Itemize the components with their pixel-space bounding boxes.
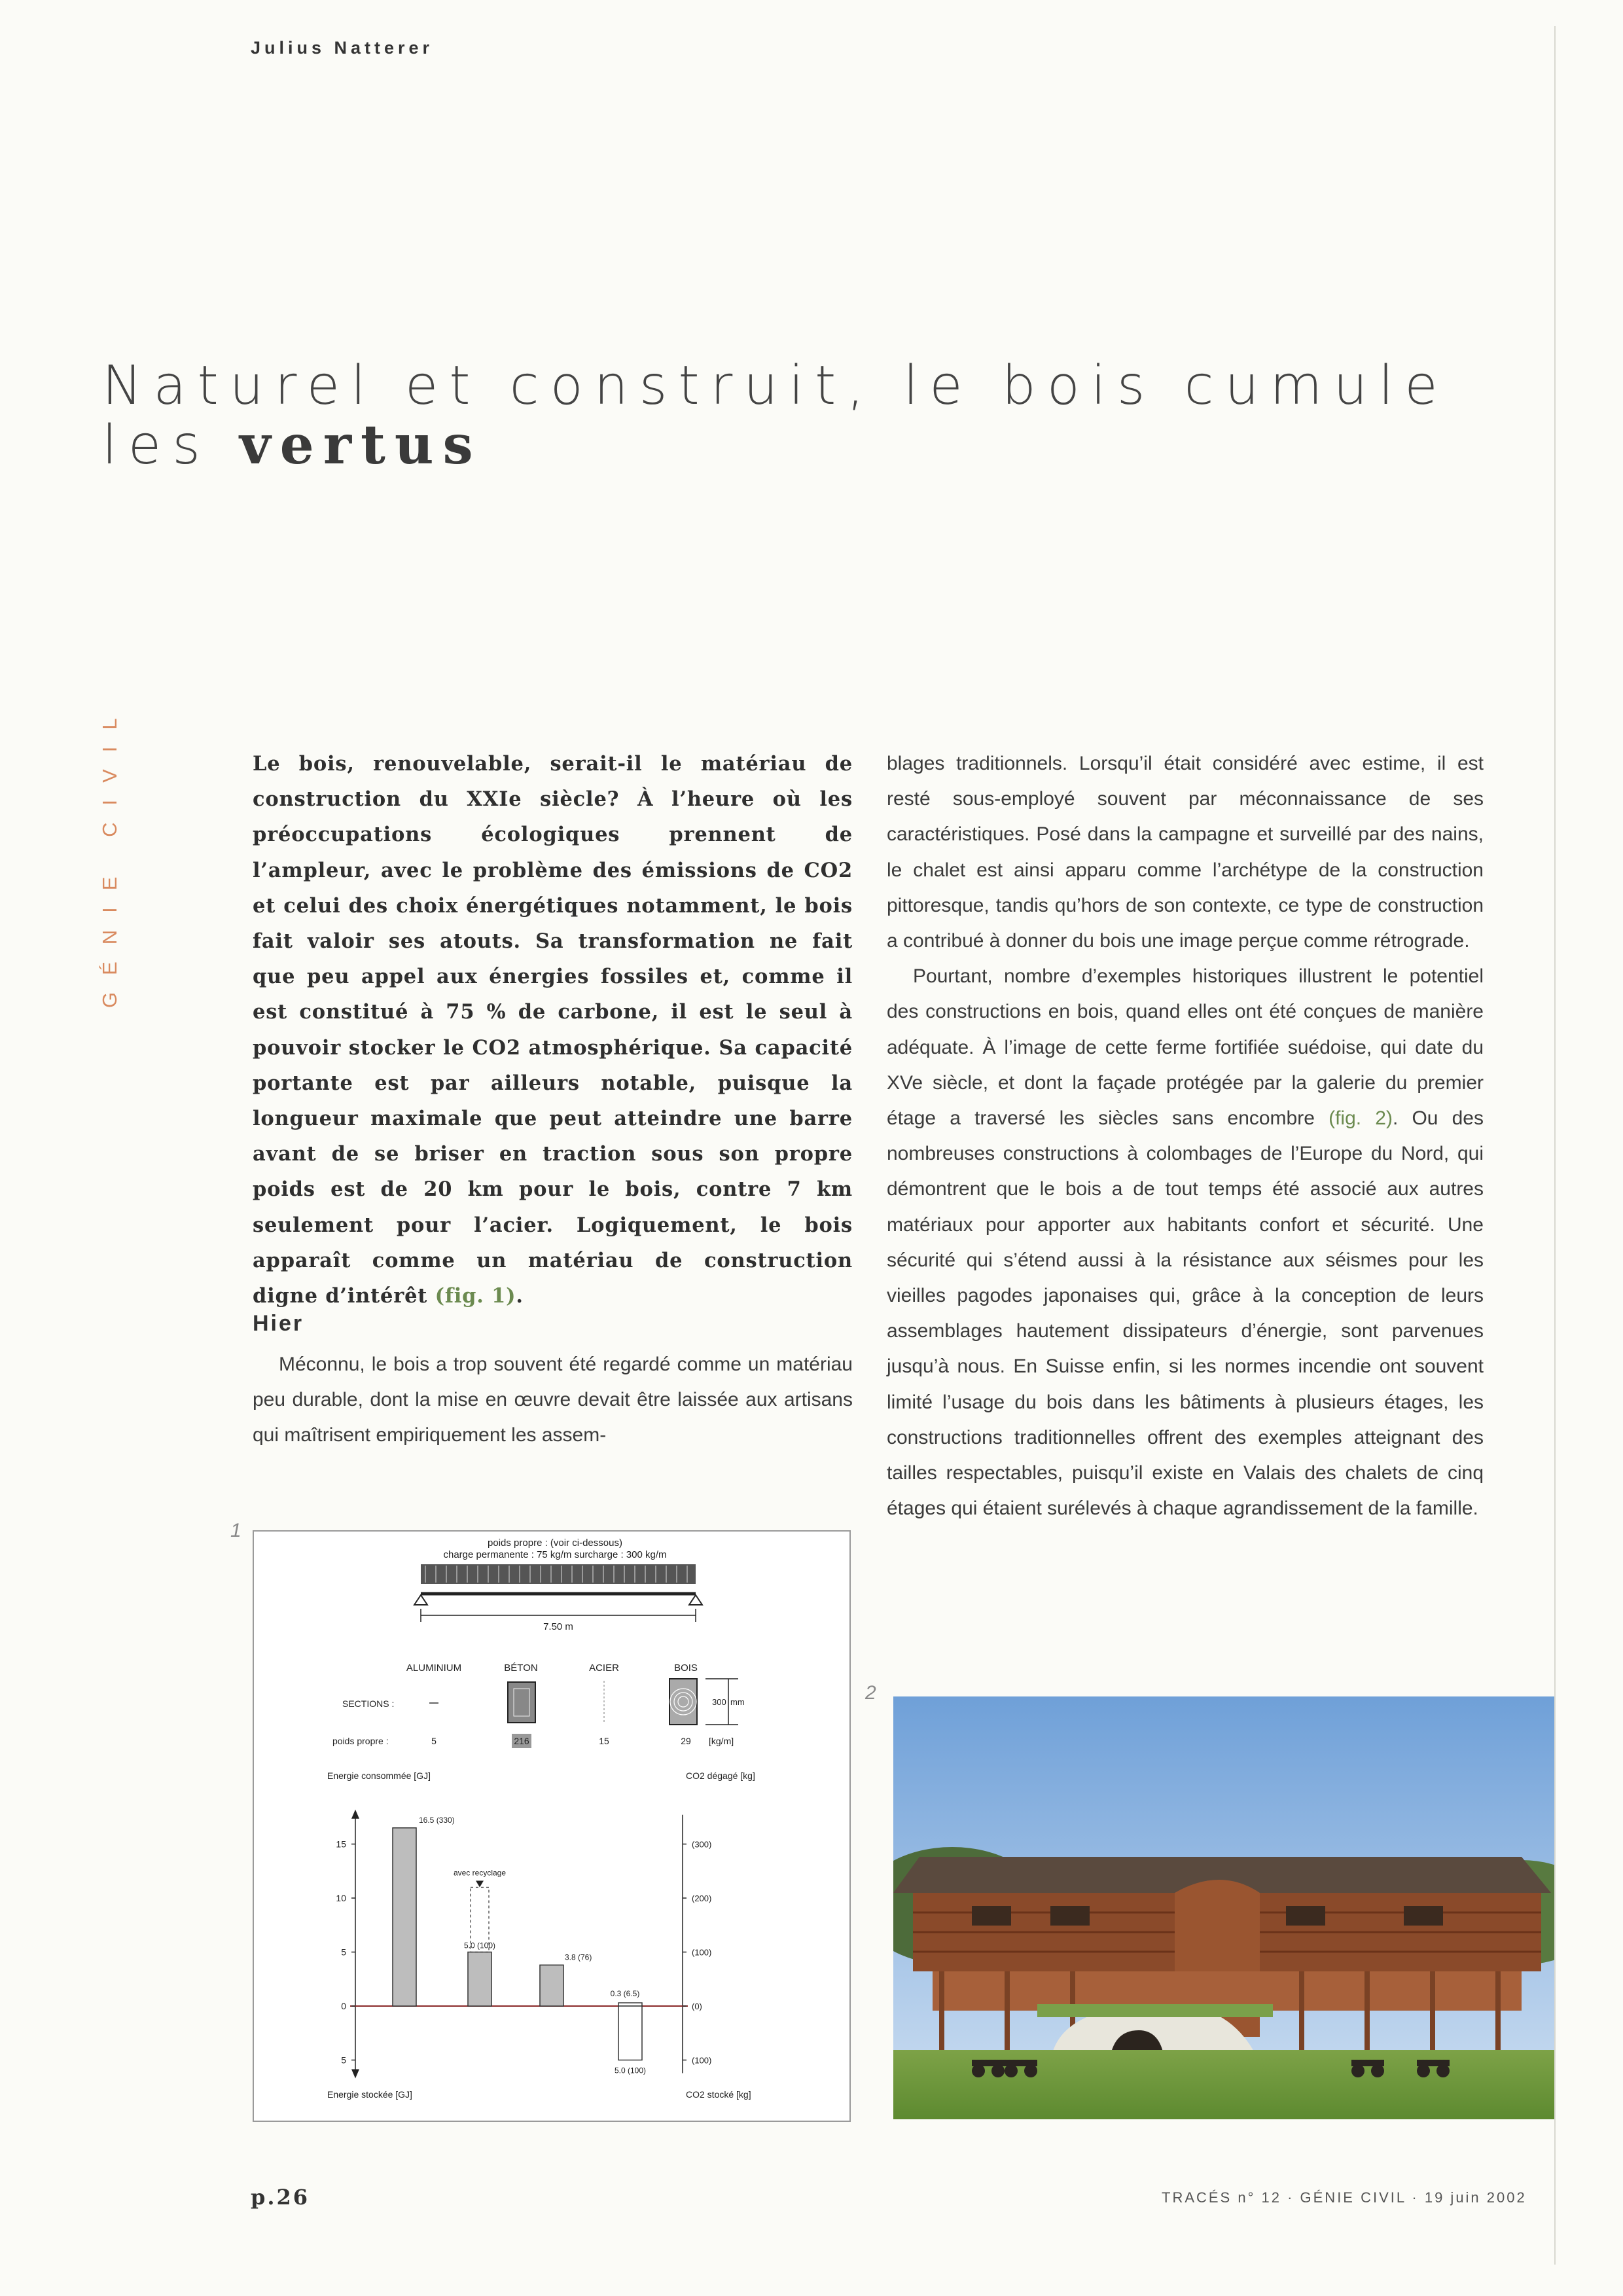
- section-height: 300: [712, 1697, 726, 1707]
- sections-label: SECTIONS :: [342, 1698, 395, 1709]
- col2-paragraph-2: [887, 959, 1484, 1526]
- figure-1-diagram: [253, 1530, 851, 2122]
- section-heading: Hier: [253, 1311, 304, 1336]
- material-beton: BÉTON: [504, 1662, 538, 1674]
- left-tick-label: 15: [336, 1839, 346, 1850]
- co2-stored-label: CO2 stocké [kg]: [686, 2089, 751, 2100]
- article-title: [102, 357, 1449, 475]
- column-2-body: [887, 746, 1484, 1526]
- bar-label-bois-stored: 5.0 (100): [614, 2066, 647, 2075]
- recycling-arrow: [476, 1881, 484, 1888]
- left-tick-label: 5: [341, 1946, 346, 1958]
- page-edge-rule: [1554, 26, 1556, 2265]
- left-tick-label: 5: [341, 2054, 346, 2066]
- right-tick-label: (200): [692, 1893, 712, 1903]
- left-support: [414, 1595, 427, 1605]
- swedish-farm-image: [893, 1696, 1554, 2119]
- material-aluminium: ALUMINIUM: [406, 1662, 462, 1674]
- fig2-reference[interactable]: (fig. 2): [1329, 1107, 1393, 1130]
- bar-energy-stored: [618, 2006, 642, 2060]
- left-tick-label: 0: [341, 2001, 346, 2011]
- section-bois: [669, 1679, 697, 1725]
- lead-text: Le bois, renouvelable, serait-il le matériau de construction du XXIe siècle? À l’heure où les préoccupations écologiques prennent de l’ampleur, avec le problème des émissions de CO2 et celui des choix énergétiques notamment, le bois fait valoir ses atouts. Sa transformation ne fait que peu appel aux énergies fossiles et, comme il est constitué à 75 % de carbone, il est le seul à pouvoir stocker le CO2 atmosphérique. Sa capacité portante est par ailleurs notable, puisque la longueur maximale que peut atteindre une barre avant de se briser en traction sous son propre poids est de 20 km pour le bois, contre 7 km seulement pour l’acier. Logiquement, le bois apparaît comme un matériau de construction digne d’intérêt: [253, 752, 853, 1308]
- col2-p2-text-a: Pourtant, nombre d’exemples historiques illustrent le potentiel des constructions en bois, quand elles ont été conçues de manière adéquate. À l’image de cette ferme fortifiée suédoise, qui date du XVe siècle, et dont la façade protégée par la galerie du premier étage a traversé les siècles sans encombre: [887, 965, 1484, 1130]
- right-tick-label: (0): [692, 2001, 702, 2011]
- hier-paragraph: Méconnu, le bois a trop souvent été regardé comme un matériau peu durable, dont la mise en œuvre devait être laissée aux artisans qui maîtrisent empiriquement les assem-: [253, 1354, 853, 1446]
- left-axis-arrow-down: [351, 2070, 359, 2079]
- right-support: [689, 1595, 702, 1605]
- col2-paragraph-1: blages traditionnels. Lorsqu’il était considéré avec estime, il est resté sous-employé souvent par méconnaissance de ses caractéristiques. Posé dans la campagne et surveillé par des nains, le chalet est ainsi apparu comme l’archétype de la construction pittoresque, tandis qu’hors de son contexte, ce type de construction a contribué à donner du bois une image perçue comme rétrograde.: [887, 753, 1484, 952]
- journal-footer: TRACÉS n° 12 · GÉNIE CIVIL · 19 juin 2002: [1162, 2189, 1527, 2206]
- lead-end: .: [516, 1284, 524, 1308]
- title-line-1: Naturel et construit, le bois cumule: [102, 355, 1449, 417]
- left-axis-arrow-up: [351, 1810, 359, 1819]
- section-beton: [508, 1682, 535, 1723]
- beam-load-label-2: charge permanente : 75 kg/m surcharge : 300 kg/m: [443, 1549, 667, 1560]
- figure-1-svg: [254, 1532, 849, 2121]
- distributed-load-block: [421, 1564, 696, 1584]
- chart-bars: [393, 1816, 646, 2075]
- bar-energy-consumed: [393, 1828, 416, 2006]
- poids-propre-label: poids propre :: [332, 1736, 389, 1746]
- recycling-label: avec recyclage: [453, 1868, 507, 1878]
- lead-paragraph: [253, 746, 853, 1314]
- energy-consumed-label: Energie consommée [GJ]: [327, 1770, 431, 1781]
- poids-acier: 15: [599, 1736, 609, 1746]
- col2-p2-text-b: . Ou des nombreuses constructions à colombages de l’Europe du Nord, qui démontrent que le bois a de tout temps été associé aux autres matériaux pour apporter aux habitants confort et sécurité. Une sécurité qui s’étend aussi à la résistance aux séismes pour les vieilles pagodes japonaises qui, grâce à la conception de leurs assemblages hautement dissipateurs d’énergie, sont parvenues jusqu’à nous. En Suisse enfin, si les normes incendie ont souvent limité l’usage du bois dans les bâtiments à plusieurs étages, les constructions traditionnelles offrent des exemples atteignant des tailles respectables, puisqu’il existe en Valais des chalets de cinq étages qui étaient surélevés à chaque agrandissement de la famille.: [887, 1107, 1484, 1520]
- figure-1-number: 1: [230, 1520, 241, 1541]
- material-acier: ACIER: [589, 1662, 619, 1674]
- author-name: Julius Natterer: [251, 38, 434, 58]
- material-bois: BOIS: [674, 1662, 698, 1674]
- poids-bois: 29: [681, 1736, 691, 1746]
- bar-label-acier: 3.8 (76): [565, 1952, 592, 1962]
- poids-beton: 216: [514, 1736, 529, 1746]
- right-tick-label: (300): [692, 1839, 712, 1850]
- section-height-unit: mm: [730, 1697, 745, 1707]
- right-tick-label: (100): [692, 1947, 712, 1958]
- title-line-2: [102, 416, 1449, 475]
- energy-stored-label: Energie stockée [GJ]: [327, 2089, 412, 2100]
- co2-released-label: CO2 dégagé [kg]: [686, 1770, 755, 1781]
- bar-label-beton: 5.0 (100): [463, 1941, 496, 1950]
- poids-unit: [kg/m]: [709, 1736, 734, 1746]
- span-length-label: 7.50 m: [543, 1621, 573, 1632]
- beam-load-label-1: poids propre : (voir ci-dessous): [488, 1537, 622, 1549]
- fig1-reference[interactable]: (fig. 1): [435, 1284, 516, 1308]
- page-number: p.26: [251, 2185, 310, 2210]
- bar-label-bois-consumed: 0.3 (6.5): [610, 1989, 640, 1999]
- bar-energy-consumed: [468, 1952, 491, 2007]
- bar-label-aluminium: 16.5 (330): [419, 1815, 455, 1825]
- poids-aluminium: 5: [431, 1736, 437, 1746]
- right-tick-label: (100): [692, 2055, 712, 2066]
- left-tick-label: 10: [336, 1893, 346, 1903]
- figure-2-number: 2: [865, 1682, 876, 1704]
- figure-2-photo: [893, 1696, 1554, 2119]
- title-bold-word: vertus: [240, 414, 482, 476]
- bar-energy-consumed: [540, 1965, 563, 2006]
- title-line-2-prefix: les: [102, 414, 240, 476]
- section-side-label: GÉNIE CIVIL: [98, 701, 121, 1008]
- column-1-body: [253, 1347, 853, 1454]
